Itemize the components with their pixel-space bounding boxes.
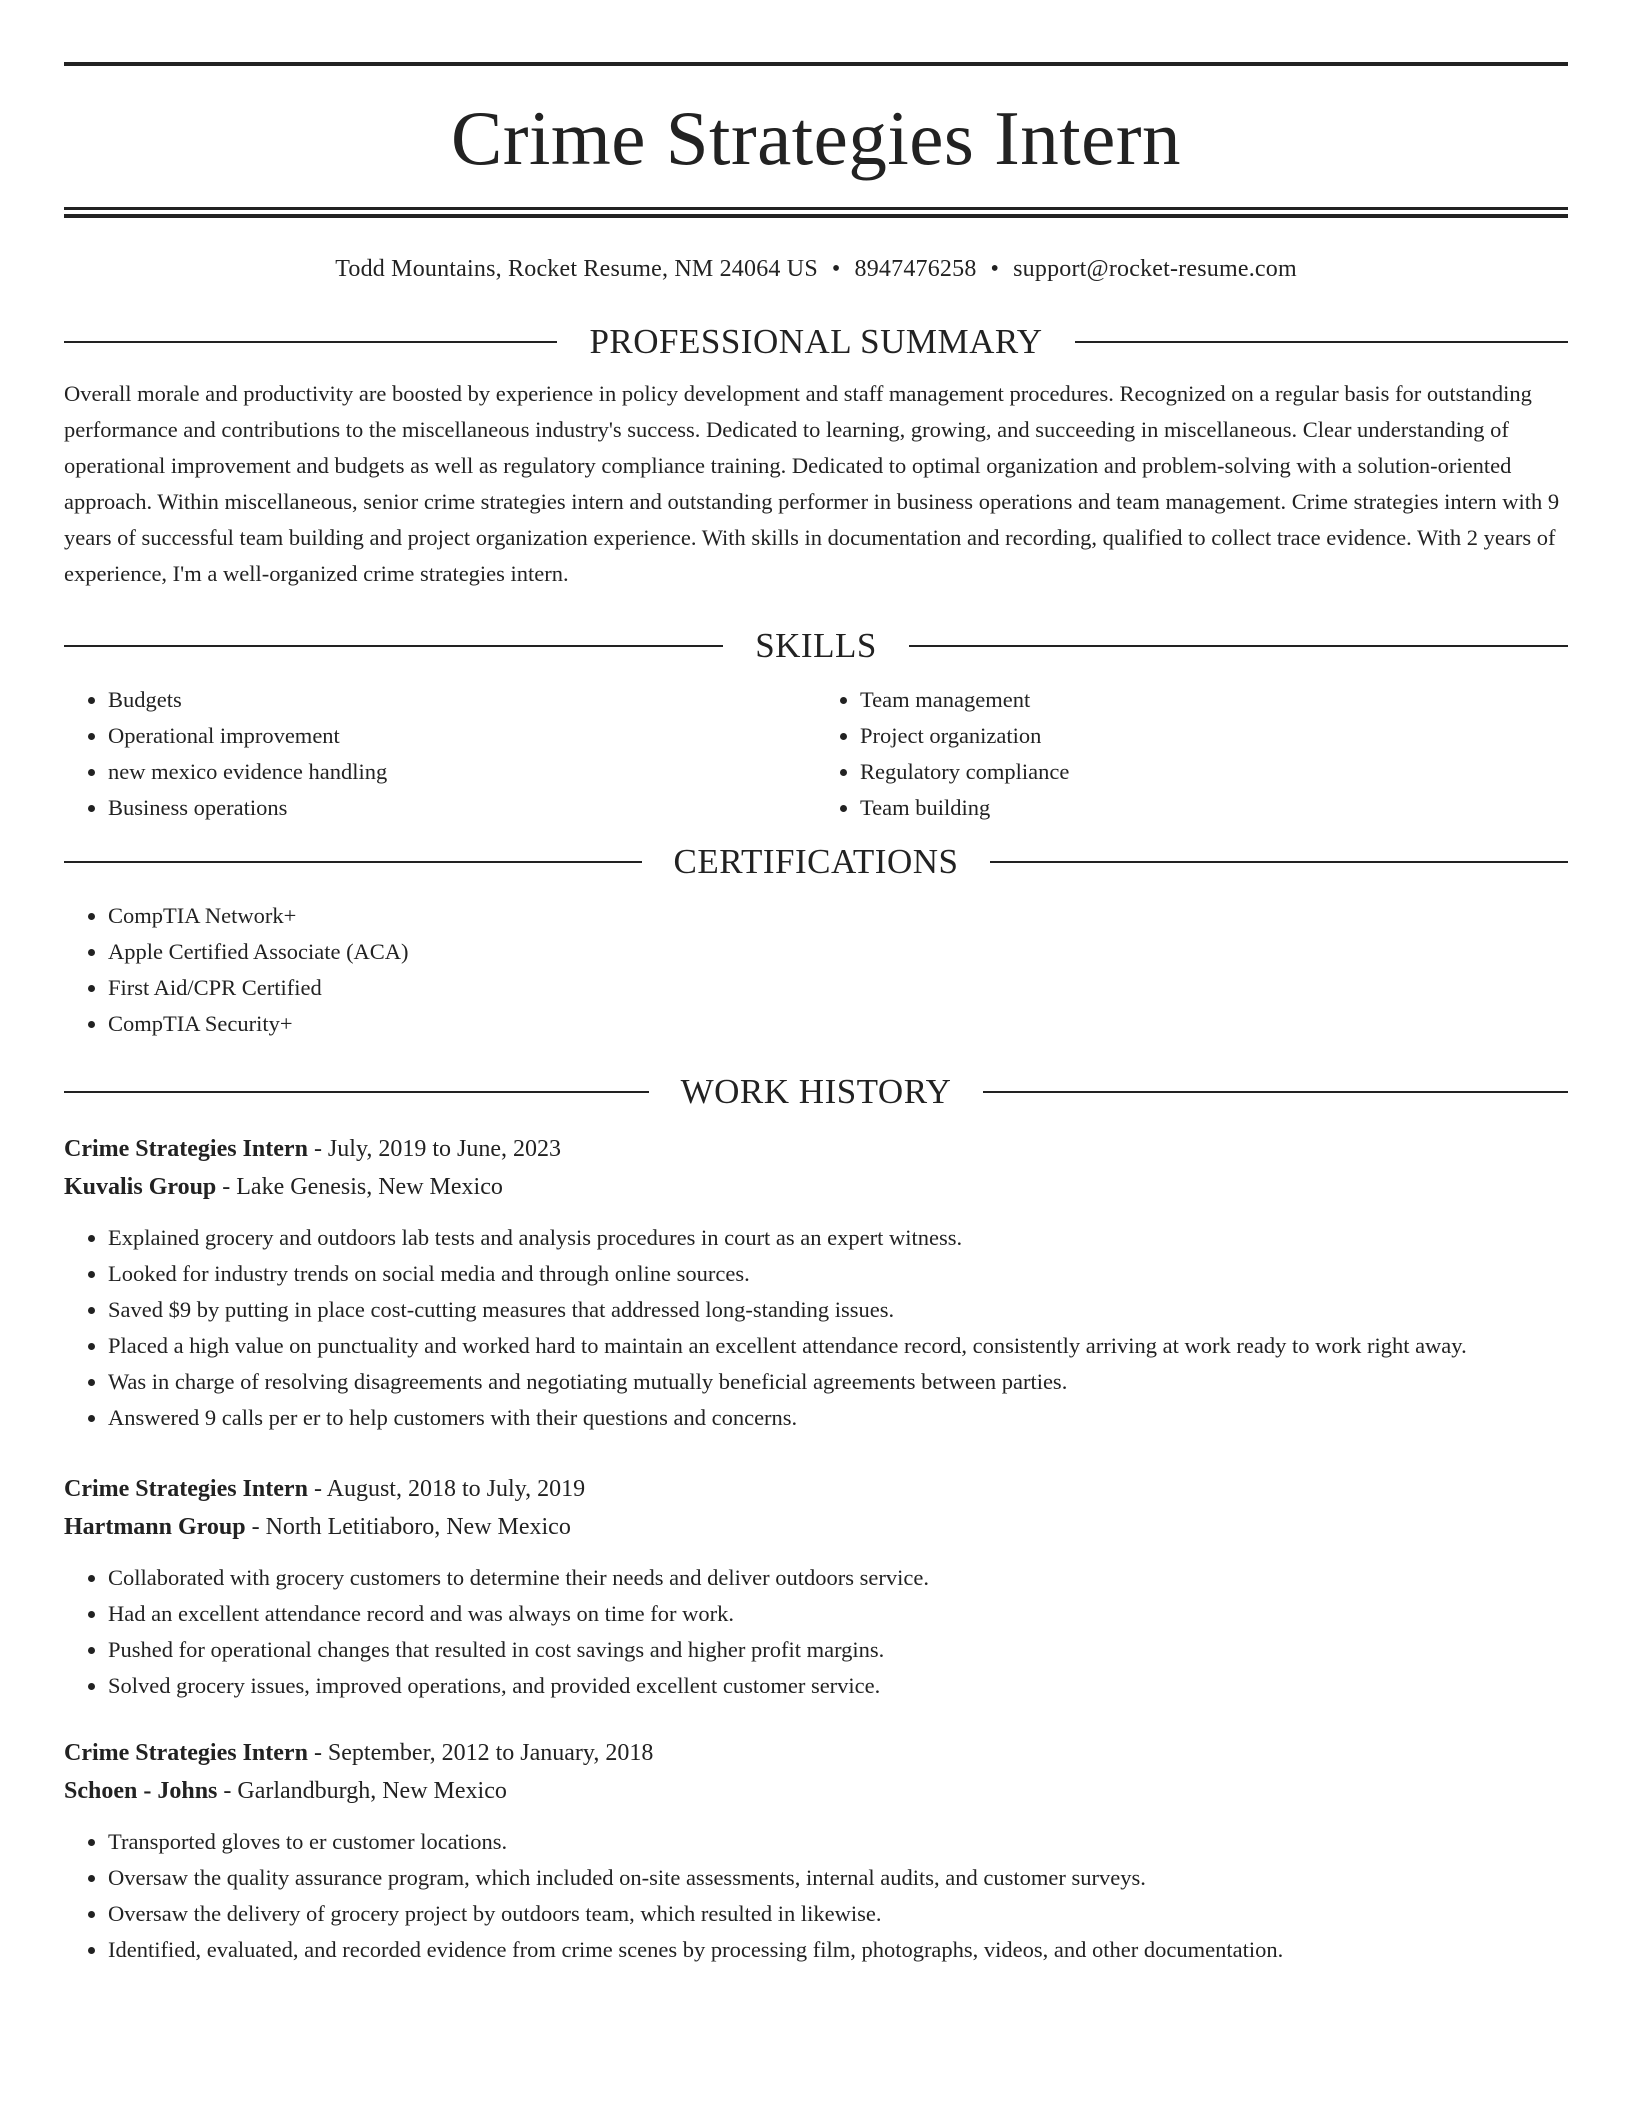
skill-item: • Operational improvement bbox=[108, 718, 816, 754]
contact-address: Todd Mountains, Rocket Resume, NM 24064 US bbox=[335, 256, 818, 282]
skill-item: • Team building bbox=[860, 790, 1568, 826]
job-entry bbox=[64, 1470, 1568, 1704]
section-rule bbox=[64, 861, 642, 863]
section-rule bbox=[64, 645, 723, 647]
certification-item: • First Aid/CPR Certified bbox=[108, 970, 1568, 1006]
skill-item: • Business operations bbox=[108, 790, 816, 826]
job-bullet: • Solved grocery issues, improved operations, and provided excellent customer service. bbox=[108, 1668, 1568, 1704]
job-title: Crime Strategies Intern bbox=[64, 1476, 308, 1502]
job-bullet: • Collaborated with grocery customers to determine their needs and deliver outdoors service. bbox=[108, 1560, 1568, 1596]
skill-item: • Regulatory compliance bbox=[860, 754, 1568, 790]
skill-item: • Project organization bbox=[860, 718, 1568, 754]
header-top-rule bbox=[64, 62, 1568, 66]
job-bullet: • Placed a high value on punctuality and worked hard to maintain an excellent attendance record, consistently arriving at work ready to work right away. bbox=[108, 1328, 1568, 1364]
contact-separator: • bbox=[990, 256, 1000, 282]
section-rule bbox=[990, 861, 1568, 863]
skill-item: • Team management bbox=[860, 682, 1568, 718]
job-dates: - August, 2018 to July, 2019 bbox=[307, 1476, 586, 1502]
job-company: Hartmann Group bbox=[64, 1514, 246, 1540]
job-bullets bbox=[64, 1560, 1568, 1704]
section-rule bbox=[983, 1091, 1568, 1093]
job-title-line bbox=[64, 1470, 1568, 1508]
section-rule bbox=[64, 1091, 649, 1093]
skills-column-right bbox=[816, 682, 1568, 826]
summary-paragraph: Overall morale and productivity are boosted by experience in policy development and staff management procedures. Recognized on a regular basis for outstanding performance and contributions to the miscellaneous industry's success. Dedicated to learning, growing, and succeeding in miscellaneous. Clear understanding of operational improvement and budgets as well as regulatory compliance training. Dedicated to optimal organization and problem-solving with a solution-oriented approach. Within miscellaneous, senior crime strategies intern and outstanding performer in business operations and team management. Crime strategies intern with 9 years of successful team building and project organization experience. With skills in documentation and recording, qualified to collect trace evidence. With 2 years of experience, I'm a well-organized crime strategies intern. bbox=[64, 381, 1560, 586]
job-company-line bbox=[64, 1168, 1568, 1206]
section-rule bbox=[909, 645, 1568, 647]
job-bullet: • Saved $9 by putting in place cost-cutting measures that addressed long-standing issues. bbox=[108, 1292, 1568, 1328]
job-title-line bbox=[64, 1734, 1568, 1772]
contact-email[interactable]: support@rocket-resume.com bbox=[1013, 256, 1297, 282]
section-title-certifications: CERTIFICATIONS bbox=[673, 842, 959, 881]
skills-list bbox=[64, 682, 1568, 826]
job-location: - North Letitiaboro, New Mexico bbox=[245, 1514, 571, 1540]
job-entry bbox=[64, 1734, 1568, 1968]
contact-line bbox=[64, 254, 1568, 284]
section-header-summary bbox=[64, 322, 1568, 362]
section-header-skills bbox=[64, 626, 1568, 666]
contact-phone[interactable]: 8947476258 bbox=[854, 256, 977, 282]
skill-item: • Budgets bbox=[108, 682, 816, 718]
certification-item: • CompTIA Security+ bbox=[108, 1006, 1568, 1042]
section-title-skills: SKILLS bbox=[755, 626, 877, 665]
section-header-work-history bbox=[64, 1072, 1568, 1112]
section-rule bbox=[64, 341, 557, 343]
job-company-line bbox=[64, 1508, 1568, 1546]
section-rule bbox=[1075, 341, 1568, 343]
job-title-line bbox=[64, 1130, 1568, 1168]
job-bullet: • Oversaw the delivery of grocery project by outdoors team, which resulted in likewise. bbox=[108, 1896, 1568, 1932]
contact-separator: • bbox=[831, 256, 841, 282]
job-bullet: • Answered 9 calls per er to help customers with their questions and concerns. bbox=[108, 1400, 1568, 1436]
certification-item: • CompTIA Network+ bbox=[108, 898, 1568, 934]
job-bullets bbox=[64, 1220, 1568, 1436]
job-location: - Garlandburgh, New Mexico bbox=[217, 1778, 507, 1804]
job-title: Crime Strategies Intern bbox=[64, 1740, 308, 1766]
header-double-rule bbox=[64, 207, 1568, 218]
job-bullet: • Had an excellent attendance record and was always on time for work. bbox=[108, 1596, 1568, 1632]
skill-item: • new mexico evidence handling bbox=[108, 754, 816, 790]
job-bullet: • Explained grocery and outdoors lab tests and analysis procedures in court as an expert witness. bbox=[108, 1220, 1568, 1256]
job-bullet: • Oversaw the quality assurance program, which included on-site assessments, internal audits, and customer surveys. bbox=[108, 1860, 1568, 1896]
certification-item: • Apple Certified Associate (ACA) bbox=[108, 934, 1568, 970]
skills-column-left bbox=[64, 682, 816, 826]
job-bullet: • Looked for industry trends on social media and through online sources. bbox=[108, 1256, 1568, 1292]
job-bullet: • Pushed for operational changes that resulted in cost savings and higher profit margins. bbox=[108, 1632, 1568, 1668]
certifications-list bbox=[64, 898, 1568, 1042]
job-bullet: • Was in charge of resolving disagreements and negotiating mutually beneficial agreements between parties. bbox=[108, 1364, 1568, 1400]
section-header-certifications bbox=[64, 842, 1568, 882]
job-dates: - July, 2019 to June, 2023 bbox=[307, 1136, 562, 1162]
job-bullets bbox=[64, 1824, 1568, 1968]
job-bullet: • Transported gloves to er customer locations. bbox=[108, 1824, 1568, 1860]
job-title: Crime Strategies Intern bbox=[64, 1136, 308, 1162]
resume-name-title: Crime Strategies Intern bbox=[451, 95, 1181, 181]
job-company-line bbox=[64, 1772, 1568, 1810]
job-dates: - September, 2012 to January, 2018 bbox=[307, 1740, 654, 1766]
job-company: Schoen - Johns bbox=[64, 1778, 218, 1804]
section-title-work-history: WORK HISTORY bbox=[680, 1072, 952, 1111]
job-bullet: • Identified, evaluated, and recorded evidence from crime scenes by processing film, photographs, videos, and other documentation. bbox=[108, 1932, 1568, 1968]
job-company: Kuvalis Group bbox=[64, 1174, 217, 1200]
job-entry bbox=[64, 1130, 1568, 1436]
section-title-summary: PROFESSIONAL SUMMARY bbox=[589, 322, 1043, 361]
job-location: - Lake Genesis, New Mexico bbox=[216, 1174, 503, 1200]
